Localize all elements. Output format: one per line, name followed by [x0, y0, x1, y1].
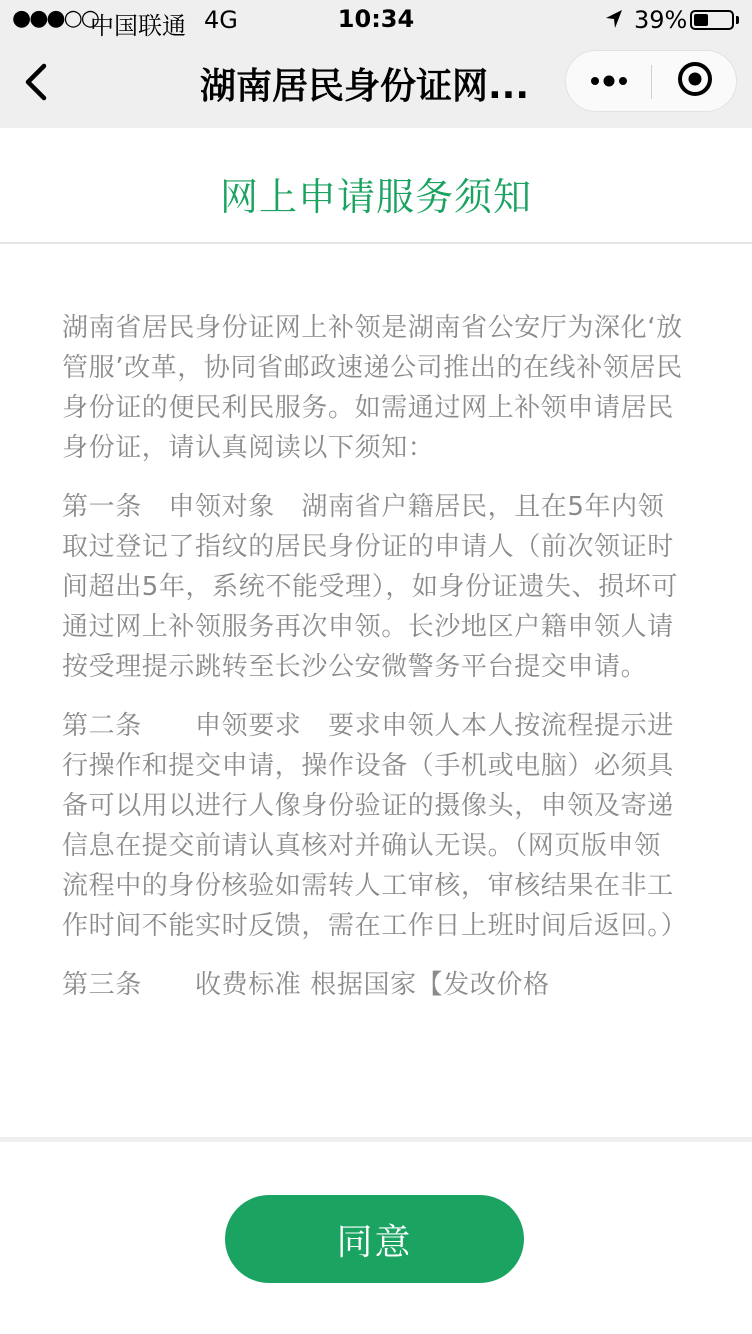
- page-title: 湖南居民身份证网...: [200, 66, 530, 107]
- more-button[interactable]: [566, 51, 651, 111]
- intro-paragraph: 湖南省居民身份证网上补领是湖南省公安厅为深化‘放管服’改革，协同省邮政速递公司推出的在线补领居民身份证的便民利民服务。如需通过网上补领申请居民身份证，请认真阅读以下须知：: [62, 313, 683, 463]
- signal-strength: ●●●○○: [12, 6, 98, 31]
- article-3-paragraph: 第三条 收费标准 根据国家【发改价格: [62, 970, 550, 1000]
- network-type: 4G: [204, 6, 238, 34]
- agree-button[interactable]: 同意: [225, 1195, 524, 1283]
- battery-percent: 39%: [634, 6, 688, 34]
- battery-cap: [736, 16, 739, 24]
- mini-program-capsule: [565, 50, 737, 112]
- back-button[interactable]: [12, 56, 60, 112]
- status-time: 10:34: [337, 5, 415, 33]
- notice-content: [62, 308, 688, 1024]
- nav-bar: [0, 40, 752, 128]
- more-dots-icon: [589, 72, 629, 91]
- notice-title: 网上申请服务须知: [219, 175, 532, 219]
- article-2-paragraph: 第二条 申领要求 要求申领人本人按流程提示进行操作和提交申请，操作设备（手机或电脑）必须具备可以用以进行人像身份验证的摄像头，申领及寄递信息在提交前请认真核对并确认无误。（网页版申领流程中的身份核验如需转人工审核，审核结果在非工作时间不能实时反馈，需在工作日上班时间后返回。）: [62, 711, 688, 941]
- chevron-left-icon: [22, 62, 50, 106]
- close-circle-icon: [677, 61, 713, 101]
- battery-fill: [694, 14, 708, 26]
- close-button[interactable]: [652, 51, 737, 111]
- article-1-paragraph: 第一条 申领对象 湖南省户籍居民，且在5年内领取过登记了指纹的居民身份证的申请人（前次领证时间超出5年，系统不能受理），如身份证遗失、损坏可通过网上补领服务再次申领。长沙地区户籍申领人请按受理提示跳转至长沙公安微警务平台提交申请。: [62, 492, 678, 682]
- location-arrow-icon: [604, 8, 624, 30]
- battery-icon: [690, 10, 734, 30]
- notice-header: [0, 128, 752, 244]
- carrier-name: 中国联通: [90, 12, 186, 40]
- section-divider: [0, 1137, 752, 1142]
- status-bar: [0, 0, 752, 40]
